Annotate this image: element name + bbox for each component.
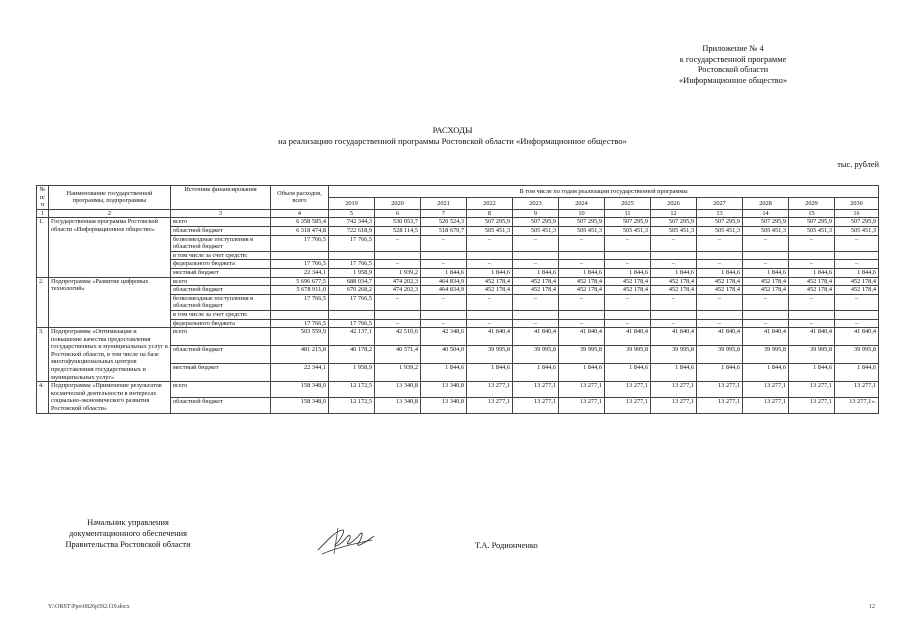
year-value: 13 277,1 — [467, 397, 513, 413]
year-value: – — [651, 319, 697, 328]
year-value: 1 844,6 — [421, 268, 467, 277]
year-value: 39 995,8 — [651, 346, 697, 364]
year-value: 505 451,3 — [697, 226, 743, 235]
column-number: 7 — [421, 209, 467, 218]
year-value: 42 137,1 — [329, 328, 375, 346]
year-value: 1 844,6 — [743, 268, 789, 277]
year-value: 1 844,6 — [513, 364, 559, 382]
header-year: 2029 — [789, 197, 835, 209]
year-value: – — [605, 235, 651, 251]
program-name: Подпрограмма «Применение результатов космической деятельности в интересах социально-экономического развития Ростовской области» — [49, 382, 171, 413]
year-value: 520 524,3 — [421, 218, 467, 227]
year-value — [697, 251, 743, 260]
year-value: 13 277,1 — [605, 397, 651, 413]
year-value: 41 840,4 — [789, 328, 835, 346]
year-value: 42 348,6 — [421, 328, 467, 346]
total-value: 17 766,5 — [271, 235, 329, 251]
year-value: 507 295,9 — [559, 218, 605, 227]
year-value: 452 178,4 — [513, 286, 559, 295]
year-value: 474 202,3 — [375, 277, 421, 286]
funding-source: в том числе за счет средств: — [171, 251, 271, 260]
year-value: – — [375, 294, 421, 310]
year-value: 17 766,5 — [329, 294, 375, 310]
year-value: 670 268,2 — [329, 286, 375, 295]
year-value: – — [789, 319, 835, 328]
year-value: 452 178,4 — [743, 286, 789, 295]
year-value: 17 766,5 — [329, 235, 375, 251]
year-value: – — [467, 319, 513, 328]
header-name: Наименование государственной программы, подпрограммы — [49, 186, 171, 210]
year-value: – — [467, 260, 513, 269]
year-value: 17 766,5 — [329, 319, 375, 328]
year-value: – — [835, 260, 879, 269]
year-value: 452 178,4 — [835, 277, 879, 286]
program-name: Подпрограмма «Развитие цифровых технологий» — [49, 277, 171, 328]
year-value: 505 451,3 — [513, 226, 559, 235]
year-value: – — [605, 294, 651, 310]
year-value — [743, 310, 789, 319]
year-value: 13 277,1 — [605, 382, 651, 398]
year-value: – — [697, 235, 743, 251]
year-value: 13 277,1 — [467, 382, 513, 398]
header-num: № п/п — [37, 186, 49, 210]
year-value: 505 451,3 — [651, 226, 697, 235]
handwritten-signature — [312, 524, 380, 563]
year-value — [467, 251, 513, 260]
total-value — [271, 310, 329, 319]
year-value — [375, 251, 421, 260]
year-value: – — [375, 319, 421, 328]
column-number: 13 — [697, 209, 743, 218]
total-value: 22 344,1 — [271, 268, 329, 277]
year-value: – — [743, 260, 789, 269]
year-value: 452 178,4 — [651, 286, 697, 295]
column-number: 3 — [171, 209, 271, 218]
year-value: 39 995,8 — [835, 346, 879, 364]
year-value: – — [421, 294, 467, 310]
year-value: 464 834,9 — [421, 277, 467, 286]
year-value: 1 844,6 — [559, 364, 605, 382]
year-value: – — [835, 235, 879, 251]
year-value: 507 295,9 — [789, 218, 835, 227]
appendix-line: Приложение № 4 — [702, 44, 764, 53]
table-row — [37, 277, 879, 286]
year-value: 41 840,4 — [651, 328, 697, 346]
year-value: 12 172,5 — [329, 397, 375, 413]
year-value: 507 295,9 — [651, 218, 697, 227]
year-value: 452 178,4 — [467, 277, 513, 286]
signatory-line: Правительства Ростовской области — [65, 540, 191, 549]
appendix-line: к государственной программе — [679, 54, 787, 64]
year-value: 507 295,9 — [835, 218, 879, 227]
year-value: 505 451,3 — [467, 226, 513, 235]
year-value: 452 178,4 — [789, 277, 835, 286]
year-value: 1 958,9 — [329, 364, 375, 382]
year-value: 13 340,8 — [375, 397, 421, 413]
year-value: – — [375, 260, 421, 269]
year-value — [375, 310, 421, 319]
year-value: 452 178,4 — [743, 277, 789, 286]
funding-source: областной бюджет — [171, 226, 271, 235]
column-number: 14 — [743, 209, 789, 218]
year-value: – — [605, 319, 651, 328]
year-value: – — [743, 294, 789, 310]
year-value: 41 840,4 — [743, 328, 789, 346]
year-value: 474 202,3 — [375, 286, 421, 295]
year-value: 1 939,2 — [375, 268, 421, 277]
table-row — [37, 328, 879, 346]
row-number: 3. — [37, 328, 49, 382]
year-value: 39 995,8 — [513, 346, 559, 364]
year-value: 507 295,9 — [467, 218, 513, 227]
year-value: 452 178,4 — [513, 277, 559, 286]
year-value: 452 178,4 — [605, 277, 651, 286]
funding-source: местный бюджет — [171, 268, 271, 277]
year-value — [651, 310, 697, 319]
year-value: 1 844,6 — [697, 268, 743, 277]
table-row — [37, 218, 879, 227]
signatory-title — [48, 517, 208, 550]
column-number: 8 — [467, 209, 513, 218]
total-value: 6 358 585,4 — [271, 218, 329, 227]
year-value: 518 679,7 — [421, 226, 467, 235]
year-value: 1 844,6 — [605, 268, 651, 277]
year-value — [513, 251, 559, 260]
year-value: – — [421, 260, 467, 269]
header-year: 2024 — [559, 197, 605, 209]
year-value: 40 571,4 — [375, 346, 421, 364]
funding-source: областной бюджет — [171, 346, 271, 364]
year-value: 1 844,6 — [835, 268, 879, 277]
program-name: Подпрограмма «Оптимизация и повышение качества предоставления государственных и муниципальных услуг в Ростовской области, в том числе на базе многофункциональных центров предоставления государственных и муниципальных услуг» — [49, 328, 171, 382]
year-value: 13 277,1 — [651, 397, 697, 413]
year-value: 13 277,1 — [743, 397, 789, 413]
funding-source: всего — [171, 328, 271, 346]
year-value: – — [421, 235, 467, 251]
signatory-line: Начальник управления — [87, 518, 169, 527]
year-value: 41 840,4 — [467, 328, 513, 346]
year-value: 1 844,6 — [421, 364, 467, 382]
year-value: 452 178,4 — [605, 286, 651, 295]
title-heading: РАСХОДЫ — [432, 125, 473, 135]
year-value: 13 277,1 — [559, 397, 605, 413]
signatory-line: документационного обеспечения — [69, 529, 187, 538]
year-value: 507 295,9 — [743, 218, 789, 227]
year-value: 505 451,3 — [743, 226, 789, 235]
year-value: 452 178,4 — [697, 277, 743, 286]
year-value — [559, 310, 605, 319]
year-value: 464 834,9 — [421, 286, 467, 295]
year-value — [329, 251, 375, 260]
year-value: 452 178,4 — [559, 286, 605, 295]
funding-source: в том числе за счет средств: — [171, 310, 271, 319]
year-value: 505 451,3 — [789, 226, 835, 235]
year-value: 39 995,8 — [697, 346, 743, 364]
year-value: 13 277,1 — [513, 397, 559, 413]
year-value — [421, 251, 467, 260]
year-value: 13 277,1 — [789, 382, 835, 398]
year-value: 505 451,3 — [605, 226, 651, 235]
year-value: 39 995,8 — [743, 346, 789, 364]
year-value: 39 995,8 — [605, 346, 651, 364]
year-value: – — [421, 319, 467, 328]
year-value: 13 340,8 — [421, 397, 467, 413]
year-value: – — [559, 319, 605, 328]
column-number: 15 — [789, 209, 835, 218]
year-value: – — [789, 260, 835, 269]
year-value: 452 178,4 — [467, 286, 513, 295]
year-value: 1 844,6 — [559, 268, 605, 277]
year-value: 1 844,6 — [743, 364, 789, 382]
year-value: 1 844,6 — [651, 364, 697, 382]
year-value: 452 178,4 — [651, 277, 697, 286]
appendix-line: «Информационное общество» — [678, 75, 788, 85]
year-value: 39 995,8 — [789, 346, 835, 364]
total-value: 158 348,0 — [271, 382, 329, 398]
column-number: 5 — [329, 209, 375, 218]
year-value — [329, 310, 375, 319]
column-number: 11 — [605, 209, 651, 218]
year-value: 12 172,5 — [329, 382, 375, 398]
year-value: 1 844,6 — [697, 364, 743, 382]
year-value: 1 844,6 — [513, 268, 559, 277]
year-value: 452 178,4 — [789, 286, 835, 295]
column-number: 10 — [559, 209, 605, 218]
year-value: – — [697, 294, 743, 310]
total-value: 158 348,0 — [271, 397, 329, 413]
year-value: – — [513, 294, 559, 310]
year-value: 13 277,1 — [651, 382, 697, 398]
year-value: 41 840,4 — [513, 328, 559, 346]
year-value: – — [743, 319, 789, 328]
program-name: Государственная программа Ростовской области «Информационное общество» — [49, 218, 171, 277]
signatory-name: Т.А. Родионченко — [475, 541, 538, 550]
year-value: 13 277,1 — [789, 397, 835, 413]
units-label: тыс. рублей — [837, 160, 879, 169]
header-year: 2030 — [835, 197, 879, 209]
year-value: – — [559, 294, 605, 310]
year-value: 688 034,7 — [329, 277, 375, 286]
total-value: 17 766,5 — [271, 294, 329, 310]
year-value: 722 618,9 — [329, 226, 375, 235]
year-value: 41 840,4 — [835, 328, 879, 346]
column-number: 16 — [835, 209, 879, 218]
funding-source: безвозмездные поступления в областной бюджет — [171, 235, 271, 251]
total-value: 17 766,5 — [271, 260, 329, 269]
year-value — [467, 310, 513, 319]
header-year: 2019 — [329, 197, 375, 209]
year-value: 505 451,3 — [559, 226, 605, 235]
year-value: 13 340,8 — [421, 382, 467, 398]
year-value — [513, 310, 559, 319]
header-years-group: В том числе по годам реализации государственной программы — [329, 186, 879, 198]
year-value: 41 840,4 — [605, 328, 651, 346]
year-value: 1 844,6 — [651, 268, 697, 277]
year-value — [605, 310, 651, 319]
column-number: 1 — [37, 209, 49, 218]
year-value: 1 844,6 — [605, 364, 651, 382]
year-value: – — [559, 260, 605, 269]
year-value: – — [605, 260, 651, 269]
expenses-table — [36, 185, 879, 414]
year-value: 41 840,4 — [697, 328, 743, 346]
year-value: – — [835, 319, 879, 328]
title-subheading: на реализацию государственной программы Ростовской области «Информационное общество» — [278, 136, 627, 146]
year-value: – — [697, 260, 743, 269]
row-number: 1. — [37, 218, 49, 277]
year-value: 1 844,6 — [789, 268, 835, 277]
year-value — [743, 251, 789, 260]
funding-source: всего — [171, 218, 271, 227]
year-value: 40 504,0 — [421, 346, 467, 364]
year-value: 507 295,9 — [697, 218, 743, 227]
year-value: 507 295,9 — [605, 218, 651, 227]
header-year: 2027 — [697, 197, 743, 209]
funding-source: федерального бюджета — [171, 260, 271, 269]
year-value: 42 510,6 — [375, 328, 421, 346]
total-value: 481 215,8 — [271, 346, 329, 364]
year-value — [789, 310, 835, 319]
year-value: 1 844,6 — [835, 364, 879, 382]
year-value: 13 277,1». — [835, 397, 879, 413]
row-number: 4. — [37, 382, 49, 413]
year-value: – — [467, 235, 513, 251]
year-value: 39 995,8 — [467, 346, 513, 364]
year-value: 41 840,4 — [559, 328, 605, 346]
file-path: Y:\ORST\Ppo\0826p592.f19.docx — [48, 604, 130, 610]
year-value: 13 277,1 — [697, 382, 743, 398]
column-number: 9 — [513, 209, 559, 218]
year-value — [421, 310, 467, 319]
document-title — [0, 125, 905, 147]
year-value: 1 844,6 — [789, 364, 835, 382]
header-source: Источник финансирования — [171, 186, 271, 210]
total-value: 6 318 474,8 — [271, 226, 329, 235]
total-value: 22 344,1 — [271, 364, 329, 382]
year-value: 452 178,4 — [559, 277, 605, 286]
column-number: 4 — [271, 209, 329, 218]
year-value: 452 178,4 — [697, 286, 743, 295]
year-value: – — [513, 235, 559, 251]
year-value: 1 939,2 — [375, 364, 421, 382]
header-year: 2028 — [743, 197, 789, 209]
total-value: 5 678 911,0 — [271, 286, 329, 295]
total-value: 503 559,9 — [271, 328, 329, 346]
year-value: 13 277,1 — [835, 382, 879, 398]
header-year: 2022 — [467, 197, 513, 209]
year-value: 13 277,1 — [743, 382, 789, 398]
year-value — [651, 251, 697, 260]
year-value: 1 844,6 — [467, 364, 513, 382]
year-value: – — [697, 319, 743, 328]
year-value: 530 053,7 — [375, 218, 421, 227]
header-volume: Объем расходов, всего — [271, 186, 329, 210]
column-number: 12 — [651, 209, 697, 218]
year-value — [835, 251, 879, 260]
row-number: 2. — [37, 277, 49, 328]
year-value: – — [375, 235, 421, 251]
year-value: 13 277,1 — [697, 397, 743, 413]
year-value: – — [651, 294, 697, 310]
funding-source: областной бюджет — [171, 397, 271, 413]
year-value: 1 844,6 — [467, 268, 513, 277]
year-value: 13 277,1 — [513, 382, 559, 398]
total-value: 5 696 677,5 — [271, 277, 329, 286]
table-row — [37, 382, 879, 398]
column-number: 6 — [375, 209, 421, 218]
year-value: – — [651, 260, 697, 269]
header-year: 2026 — [651, 197, 697, 209]
total-value — [271, 251, 329, 260]
year-value: 505 451,3 — [835, 226, 879, 235]
year-value: – — [743, 235, 789, 251]
year-value: – — [789, 294, 835, 310]
year-value: – — [513, 260, 559, 269]
appendix-block — [613, 44, 853, 86]
year-value: – — [789, 235, 835, 251]
header-year: 2021 — [421, 197, 467, 209]
year-value: 40 178,2 — [329, 346, 375, 364]
year-value: – — [651, 235, 697, 251]
year-value: – — [467, 294, 513, 310]
funding-source: местный бюджет — [171, 364, 271, 382]
funding-source: областной бюджет — [171, 286, 271, 295]
year-value: – — [835, 294, 879, 310]
total-value: 17 766,5 — [271, 319, 329, 328]
header-year: 2020 — [375, 197, 421, 209]
year-value — [605, 251, 651, 260]
header-year: 2023 — [513, 197, 559, 209]
year-value — [559, 251, 605, 260]
year-value: 13 277,1 — [559, 382, 605, 398]
header-colnums-row — [37, 209, 879, 218]
year-value: – — [559, 235, 605, 251]
year-value: 528 114,5 — [375, 226, 421, 235]
year-value: – — [513, 319, 559, 328]
page-number: 12 — [869, 604, 875, 610]
header-row — [37, 186, 879, 198]
column-number: 2 — [49, 209, 171, 218]
funding-source: всего — [171, 277, 271, 286]
year-value: 17 766,5 — [329, 260, 375, 269]
year-value — [835, 310, 879, 319]
appendix-line: Ростовской области — [697, 65, 769, 75]
funding-source: безвозмездные поступления в областной бюджет — [171, 294, 271, 310]
year-value: 13 340,8 — [375, 382, 421, 398]
year-value: 39 995,8 — [559, 346, 605, 364]
year-value: 452 178,4 — [835, 286, 879, 295]
header-year: 2025 — [605, 197, 651, 209]
year-value: 742 344,3 — [329, 218, 375, 227]
year-value — [789, 251, 835, 260]
year-value — [697, 310, 743, 319]
funding-source: всего — [171, 382, 271, 398]
funding-source: федерального бюджета — [171, 319, 271, 328]
year-value: 1 958,9 — [329, 268, 375, 277]
year-value: 507 295,9 — [513, 218, 559, 227]
